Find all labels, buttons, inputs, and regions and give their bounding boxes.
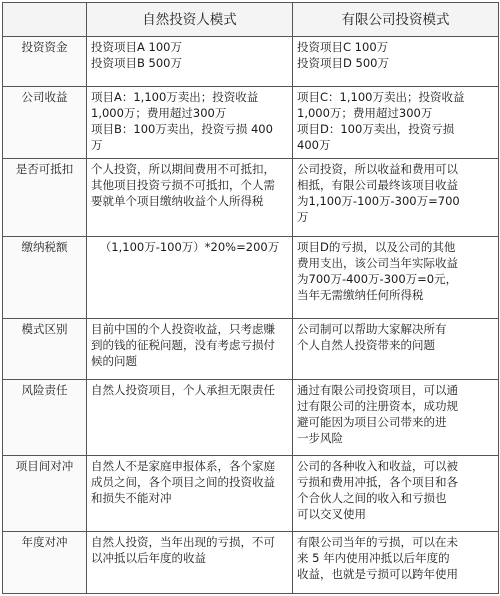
cell-line: 个合伙人之间的收入和亏损也: [297, 490, 447, 505]
cell-line: 项目D：100万卖出，投资亏损: [297, 122, 455, 137]
cell-natural-company-income: [87, 87, 293, 159]
cell-line: 个人自然人投资带来的问题: [297, 338, 435, 353]
cell-line: 万: [91, 138, 103, 153]
header-limited-company: 有限公司投资模式: [293, 3, 499, 37]
cell-line: 为700万-400万-300万=0元，: [297, 272, 458, 287]
cell-company-company-income: [293, 87, 499, 159]
row-label-investment-capital: 投资资金: [3, 37, 87, 87]
row-label-annual-offset: 年度对冲: [3, 531, 87, 593]
cell-natural-risk-liability: [87, 379, 293, 455]
cell-line: 到的钱的征税问题，没有考虑亏损付: [91, 338, 275, 353]
cell-line: 费用支出，该公司当年实际收益: [297, 256, 458, 271]
cell-company-cross-project-offset: [293, 455, 499, 531]
cell-line: 目前中国的个人投资收益，只考虑赚: [91, 322, 275, 337]
cell-natural-tax-payable: [87, 237, 293, 319]
table-row: [3, 319, 499, 379]
cell-line: 投资项目D 500万: [297, 56, 389, 70]
cell-line: 自然人不是家庭申报体系，各个家庭: [91, 458, 275, 473]
table-row: [3, 455, 499, 531]
cell-line: 来 5 年内使用冲抵以后年度的: [297, 550, 450, 565]
cell-line: （1,100万-100万）*20%=200万: [99, 240, 280, 255]
row-label-company-income: 公司收益: [3, 87, 87, 159]
header-natural-investor: 自然投资人模式: [87, 3, 293, 37]
cell-line: 当年无需缴纳任何所得税: [297, 288, 424, 303]
table-row: [3, 159, 499, 237]
cell-line: 收益，也就是亏损可以跨年使用: [297, 566, 458, 581]
cell-company-mode-difference: [293, 319, 499, 379]
cell-line: 400万: [297, 138, 331, 153]
row-label-mode-difference: 模式区别: [3, 319, 87, 379]
cell-company-risk-liability: [293, 379, 499, 455]
cell-line: 要就单个项目缴纳收益个人所得税: [91, 194, 264, 209]
cell-line: 亏损和费用冲抵，各个项目和各: [297, 474, 458, 489]
cell-line: 1,000万；费用超过300万: [91, 106, 227, 121]
table-row: [3, 379, 499, 455]
cell-line: 有限公司当年的亏损，可以在未: [297, 534, 458, 549]
cell-natural-annual-offset: [87, 531, 293, 593]
table-row: [3, 237, 499, 319]
cell-line: 候的问题: [91, 354, 137, 369]
row-label-cross-project-offset: 项目间对冲: [3, 455, 87, 531]
cell-line: 可以交叉使用: [297, 506, 366, 521]
cell-natural-investment-capital: [87, 37, 293, 87]
table-row: [3, 87, 499, 159]
cell-company-investment-capital: [293, 37, 499, 87]
cell-natural-cross-project-offset: [87, 455, 293, 531]
cell-line: 投资项目A 100万: [91, 40, 182, 54]
cell-company-tax-payable: [293, 237, 499, 319]
table-row: [3, 531, 499, 593]
cell-line: 投资项目C 100万: [297, 40, 389, 54]
cell-line: 自然人投资，当年出现的亏损，不可: [91, 534, 275, 549]
cell-line: 投资项目B 500万: [91, 56, 182, 70]
row-label-risk-liability: 风险责任: [3, 379, 87, 455]
header-corner: [3, 3, 87, 37]
cell-line: 通过有限公司投资项目，可以通: [297, 382, 458, 397]
cell-line: 成员之间，各个项目之间的投资收益: [91, 474, 275, 489]
cell-company-annual-offset: [293, 531, 499, 593]
row-label-deductible: 是否可抵扣: [3, 159, 87, 237]
cell-natural-deductible: [87, 159, 293, 237]
cell-line: 其他项目投资亏损不可抵扣，个人需: [91, 178, 275, 193]
cell-line: 相抵，有限公司最终该项目收益: [297, 178, 458, 193]
cell-line: 以冲抵以后年度的收益: [91, 550, 206, 565]
cell-line: 公司的各种收入和收益，可以被: [297, 458, 458, 473]
cell-line: 过有限公司的注册资本，成功规: [297, 398, 458, 413]
cell-line: 自然人投资项目，个人承担无限责任: [91, 382, 275, 397]
cell-line: 避可能因为项目公司带来的进: [297, 414, 447, 429]
cell-company-deductible: [293, 159, 499, 237]
comparison-table: [2, 2, 499, 594]
cell-line: 个人投资，所以期间费用不可抵扣，: [91, 162, 275, 177]
cell-line: 一步风险: [297, 430, 343, 445]
table-row: [3, 37, 499, 87]
cell-line: 项目D的亏损，以及公司的其他: [297, 240, 456, 255]
cell-line: 项目C：1,100万卖出；投资收益: [297, 90, 465, 105]
cell-line: 1,000万；费用超过300万: [297, 106, 433, 121]
row-label-tax-payable: 缴纳税额: [3, 237, 87, 319]
cell-line: 万: [297, 210, 309, 225]
cell-line: 项目B：100万卖出，投资亏损 400: [91, 122, 273, 137]
cell-line: 公司制可以帮助大家解决所有: [297, 322, 447, 337]
cell-natural-mode-difference: [87, 319, 293, 379]
cell-line: 公司投资，所以收益和费用可以: [297, 162, 458, 177]
cell-line: 项目A：1,100万卖出；投资收益: [91, 90, 259, 105]
cell-line: 和损失不能对冲: [91, 490, 172, 505]
cell-line: 为1,100万-100万-300万=700: [297, 194, 460, 209]
header-row: [3, 3, 499, 37]
